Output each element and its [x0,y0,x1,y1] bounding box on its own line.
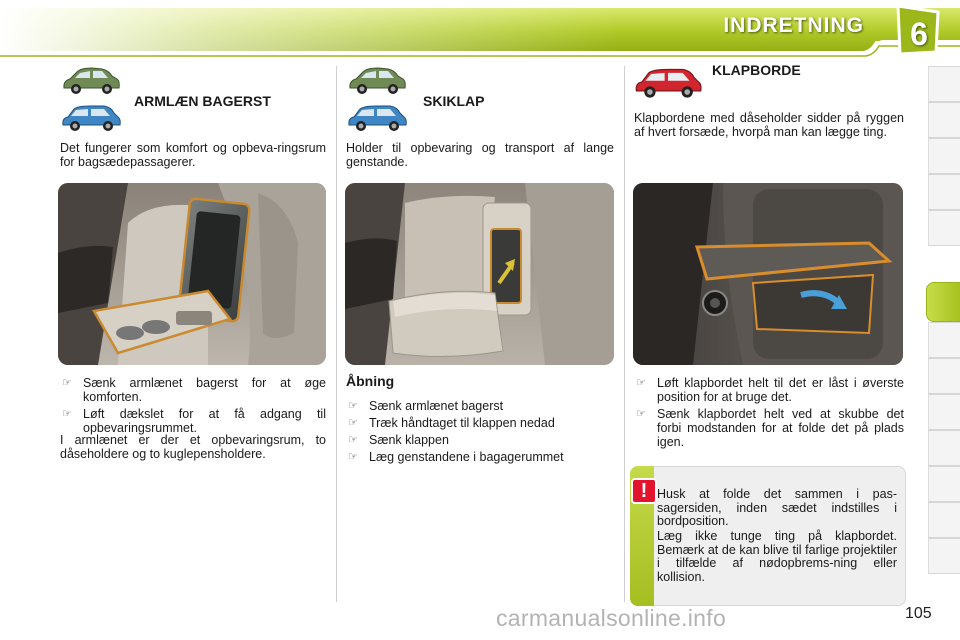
thumb-tab-9[interactable] [928,394,960,430]
pointing-hand-icon: ☞ [62,377,72,389]
chapter-header [0,0,960,58]
list-item: ☞ Løft dækslet for at få adgang til opbevaringsrummet. [62,407,326,435]
bullet-list-klapborde [634,376,904,452]
car-blue-icon [346,103,408,133]
exclamation-icon: ! [631,478,657,504]
thumb-tab-2[interactable] [928,102,960,138]
list-item: ☞ Sænk klappen [348,433,449,447]
intro-klapborde: Klapbordene med dåseholder sidder på ryggen af hvert forsæde, hvorpå man kan lægge ting. [634,111,904,139]
thumb-tab-8[interactable] [928,358,960,394]
thumb-tab-10[interactable] [928,430,960,466]
list-item: ☞ Sænk armlænet bagerst [348,399,504,413]
list-item: ☞ Løft klapbordet helt til det er låst i øverste position for at bruge det. [636,376,904,404]
thumb-tab-1[interactable] [928,66,960,102]
pointing-hand-icon: ☞ [636,408,646,420]
subheading-opening: Åbning [346,373,395,389]
thumb-tab-6-active[interactable] [926,282,960,322]
chapter-number: 6 [910,16,928,52]
warning-paragraph-1: Husk at folde det sammen i pas-sagersiden, inden sædet indstilles i bordposition. [657,487,897,528]
car-green-icon [60,66,122,96]
chapter-title: INDRETNING [723,14,864,37]
list-item: ☞ Sænk armlænet bagerst for at øge komforten. [62,376,326,404]
car-red-icon [633,66,703,100]
column-divider [336,66,337,602]
note-armlaen: I armlænet er der et opbevaringsrum, to dåseholdere og to kuglepensholdere. [60,433,326,461]
pointing-hand-icon: ☞ [348,400,358,412]
thumb-tab-3[interactable] [928,138,960,174]
pointing-hand-icon: ☞ [348,417,358,429]
page-number: 105 [905,605,932,622]
list-item: ☞ Sænk klapbordet helt ved at skubbe det forbi modstanden for at folde det på plads igen. [636,407,904,449]
chapter-thumb-index[interactable] [928,66,960,576]
section-heading-skiklap: SKIKLAP [423,93,485,109]
thumb-tab-5[interactable] [928,210,960,246]
pointing-hand-icon: ☞ [62,408,72,420]
bullet-list-skiklap [346,399,616,467]
ski-hatch-photo [345,183,614,365]
car-blue-icon [60,103,122,133]
section-heading-klapborde: KLAPBORDE [712,62,801,78]
armrest-photo [58,183,326,365]
thumb-tab-11[interactable] [928,466,960,502]
section-heading-armlaen: ARMLÆN BAGERST [134,93,271,109]
pointing-hand-icon: ☞ [636,377,646,389]
thumb-tab-12[interactable] [928,502,960,538]
pointing-hand-icon: ☞ [348,434,358,446]
thumb-tab-4[interactable] [928,174,960,210]
car-green-icon [346,66,408,96]
warning-paragraph-2: Læg ikke tunge ting på klapbordet. Bemærk at de kan blive til farlige projektiler i tilfælde af nødopbrems-ning eller kollision. [657,529,897,584]
list-item: ☞ Læg genstandene i bagagerummet [348,450,564,464]
bullet-list-armlaen [60,376,326,438]
column-divider [624,66,625,602]
thumb-tab-13[interactable] [928,538,960,574]
list-item: ☞ Træk håndtaget til klappen nedad [348,416,555,430]
intro-armlaen: Det fungerer som komfort og opbeva-ringsrum for bagsædepassagerer. [60,141,326,169]
thumb-tab-7[interactable] [928,322,960,358]
intro-skiklap: Holder til opbevaring og transport af lange genstande. [346,141,614,169]
watermark: carmanualsonline.info [496,605,727,631]
pointing-hand-icon: ☞ [348,451,358,463]
folding-table-photo [633,183,903,365]
